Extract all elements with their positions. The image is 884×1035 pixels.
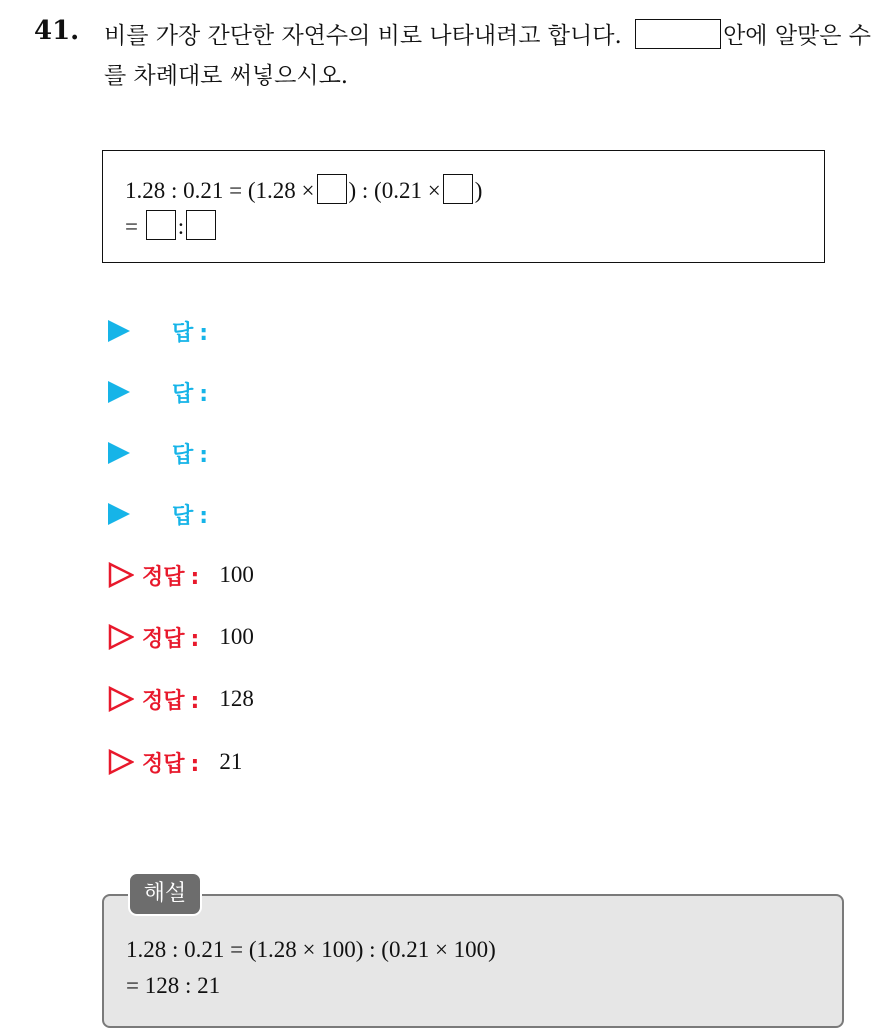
problem-line1-mid: ) : (0.21 × xyxy=(348,178,441,203)
solution-label: 정답 : xyxy=(142,626,200,652)
explanation-line-2: = 128 : 21 xyxy=(126,973,221,998)
solution-value: 21 xyxy=(219,749,243,774)
problem-line2-sep: : xyxy=(177,214,185,239)
filled-triangle-right-icon xyxy=(108,381,130,403)
answer-row xyxy=(108,372,208,412)
answer-label: 답 : xyxy=(172,381,209,407)
filled-triangle-right-icon xyxy=(108,442,130,464)
explanation-box xyxy=(102,894,844,1028)
solution-row xyxy=(108,742,242,782)
solution-value: 128 xyxy=(219,686,254,711)
solution-value: 100 xyxy=(219,562,254,587)
problem-box xyxy=(102,150,825,263)
outline-triangle-right-icon xyxy=(108,749,134,775)
answer-row xyxy=(108,311,208,351)
filled-triangle-right-icon xyxy=(108,320,130,342)
problem-line2-eq: = xyxy=(125,214,138,239)
question-text xyxy=(104,16,874,96)
solution-row xyxy=(108,617,254,657)
blank-box xyxy=(317,174,347,204)
problem-line1-end: ) xyxy=(474,178,483,203)
question-text-before: 비를 가장 간단한 자연수의 비로 나타내려고 합니다. xyxy=(104,23,622,49)
blank-box xyxy=(146,210,176,240)
explanation-tab: 해설 xyxy=(128,872,202,916)
answer-label: 답 : xyxy=(172,320,209,346)
problem-line1-lhs: 1.28 : 0.21 = (1.28 × xyxy=(125,178,315,203)
outline-triangle-right-icon xyxy=(108,562,134,588)
answer-row xyxy=(108,433,208,473)
solution-label: 정답 : xyxy=(142,751,200,777)
solution-label: 정답 : xyxy=(142,688,200,714)
filled-triangle-right-icon xyxy=(108,503,130,525)
answer-label: 답 : xyxy=(172,442,209,468)
solution-row xyxy=(108,555,254,595)
answer-row xyxy=(108,494,208,534)
solution-row xyxy=(108,679,254,719)
problem-line-2 xyxy=(125,209,824,245)
explanation-line-1: 1.28 : 0.21 = (1.28 × 100) : (0.21 × 100) xyxy=(126,937,496,962)
outline-triangle-right-icon xyxy=(108,686,134,712)
solution-label: 정답 : xyxy=(142,564,200,590)
solution-value: 100 xyxy=(219,624,254,649)
answer-blank-inline xyxy=(635,19,721,49)
question-number: 41. xyxy=(34,16,80,46)
problem-line-1 xyxy=(125,173,824,209)
answer-label: 답 : xyxy=(172,503,209,529)
blank-box xyxy=(443,174,473,204)
question-text-after: 안에 알맞은 수를 차례대로 써넣으시오. xyxy=(104,23,872,89)
outline-triangle-right-icon xyxy=(108,624,134,650)
blank-box xyxy=(186,210,216,240)
